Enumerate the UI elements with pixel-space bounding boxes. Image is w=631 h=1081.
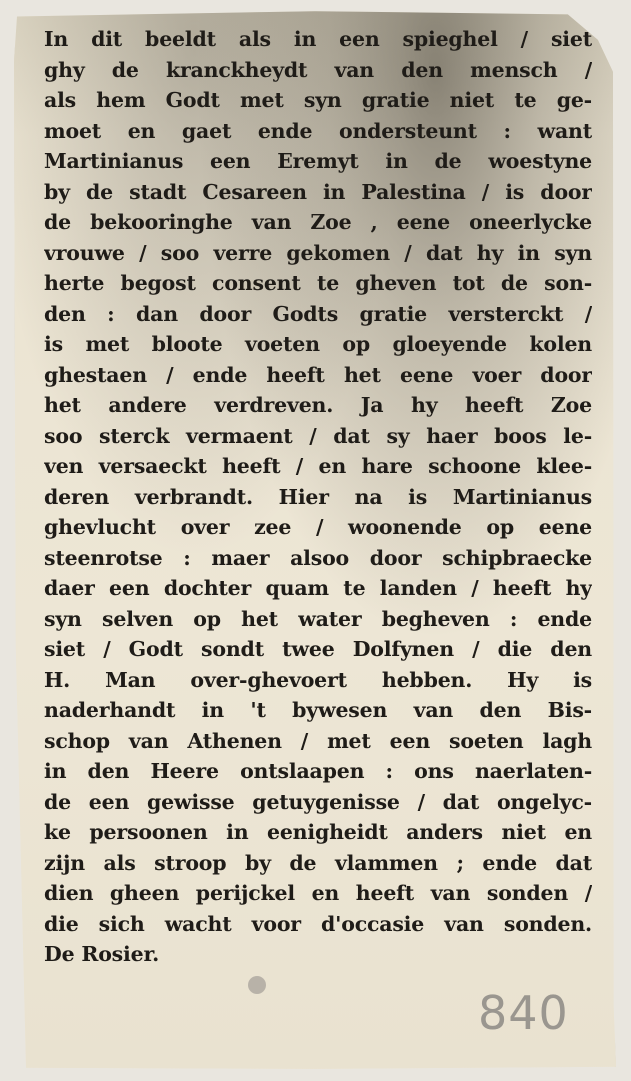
text-line: moet en gaet ende ondersteunt : want bbox=[44, 118, 592, 143]
text-line: het andere verdreven. Ja hy heeft Zoe bbox=[44, 393, 592, 417]
text-line: vrouwe / soo verre gekomen / dat hy in syn bbox=[44, 240, 592, 265]
text-line: H. Man over-ghevoert hebben. Hy is bbox=[44, 667, 592, 692]
text-line: Martinianus een Eremyt in de woestyne bbox=[44, 149, 592, 173]
text-line: De Rosier. bbox=[44, 942, 160, 966]
text-line: by de stadt Cesareen in Palestina / is door bbox=[44, 179, 592, 204]
text-line: herte begost consent te gheven tot de son- bbox=[44, 271, 592, 295]
text-line: is met bloote voeten op gloeyende kolen bbox=[44, 332, 592, 356]
handwritten-number: 840 bbox=[478, 986, 569, 1040]
text-line: naderhandt in 't bywesen van den Bis- bbox=[44, 698, 592, 722]
text-line: ghestaen / ende heeft het eene voer door bbox=[44, 362, 592, 387]
text-line: in den Heere ontslaapen : ons naerlaten- bbox=[44, 759, 592, 783]
text-line: ven versaeckt heeft / en hare schoone klee- bbox=[44, 454, 592, 478]
text-line: zijn als stroop by de vlammen ; ende dat bbox=[44, 850, 592, 875]
text-line: syn selven op het water begheven : ende bbox=[44, 606, 592, 631]
text-line: als hem Godt met syn gratie niet te ge- bbox=[44, 88, 592, 112]
text-line: de een gewisse getuygenisse / dat ongelyc- bbox=[44, 789, 592, 814]
text-line: ghevlucht over zee / woonende op eene bbox=[44, 515, 592, 539]
text-line: ke persoonen in eenigheidt anders niet en bbox=[44, 820, 592, 844]
text-line: die sich wacht voor d'occasie van sonden. bbox=[44, 911, 592, 936]
text-line: daer een dochter quam te landen / heeft hy bbox=[44, 576, 592, 600]
text-line: soo sterck vermaent / dat sy haer boos le- bbox=[44, 423, 592, 448]
text-line: ghy de kranckheydt van den mensch / bbox=[44, 57, 592, 82]
text-line: siet / Godt sondt twee Dolfynen / die den bbox=[44, 637, 592, 661]
ink-spot bbox=[248, 976, 266, 994]
text-line: den : dan door Godts gratie versterckt / bbox=[44, 301, 592, 326]
text-line: In dit beeldt als in een spieghel / siet bbox=[44, 27, 592, 51]
text-line: schop van Athenen / met een soeten lagh bbox=[44, 728, 592, 753]
text-line: deren verbrandt. Hier na is Martinianus bbox=[44, 484, 592, 509]
text-line: steenrotse : maer alsoo door schipbraecke bbox=[44, 545, 592, 570]
text-line: de bekooringhe van Zoe , eene oneerlycke bbox=[44, 210, 592, 234]
text-line: dien gheen perijckel en heeft van sonden / bbox=[44, 881, 592, 905]
document-body bbox=[44, 24, 592, 970]
